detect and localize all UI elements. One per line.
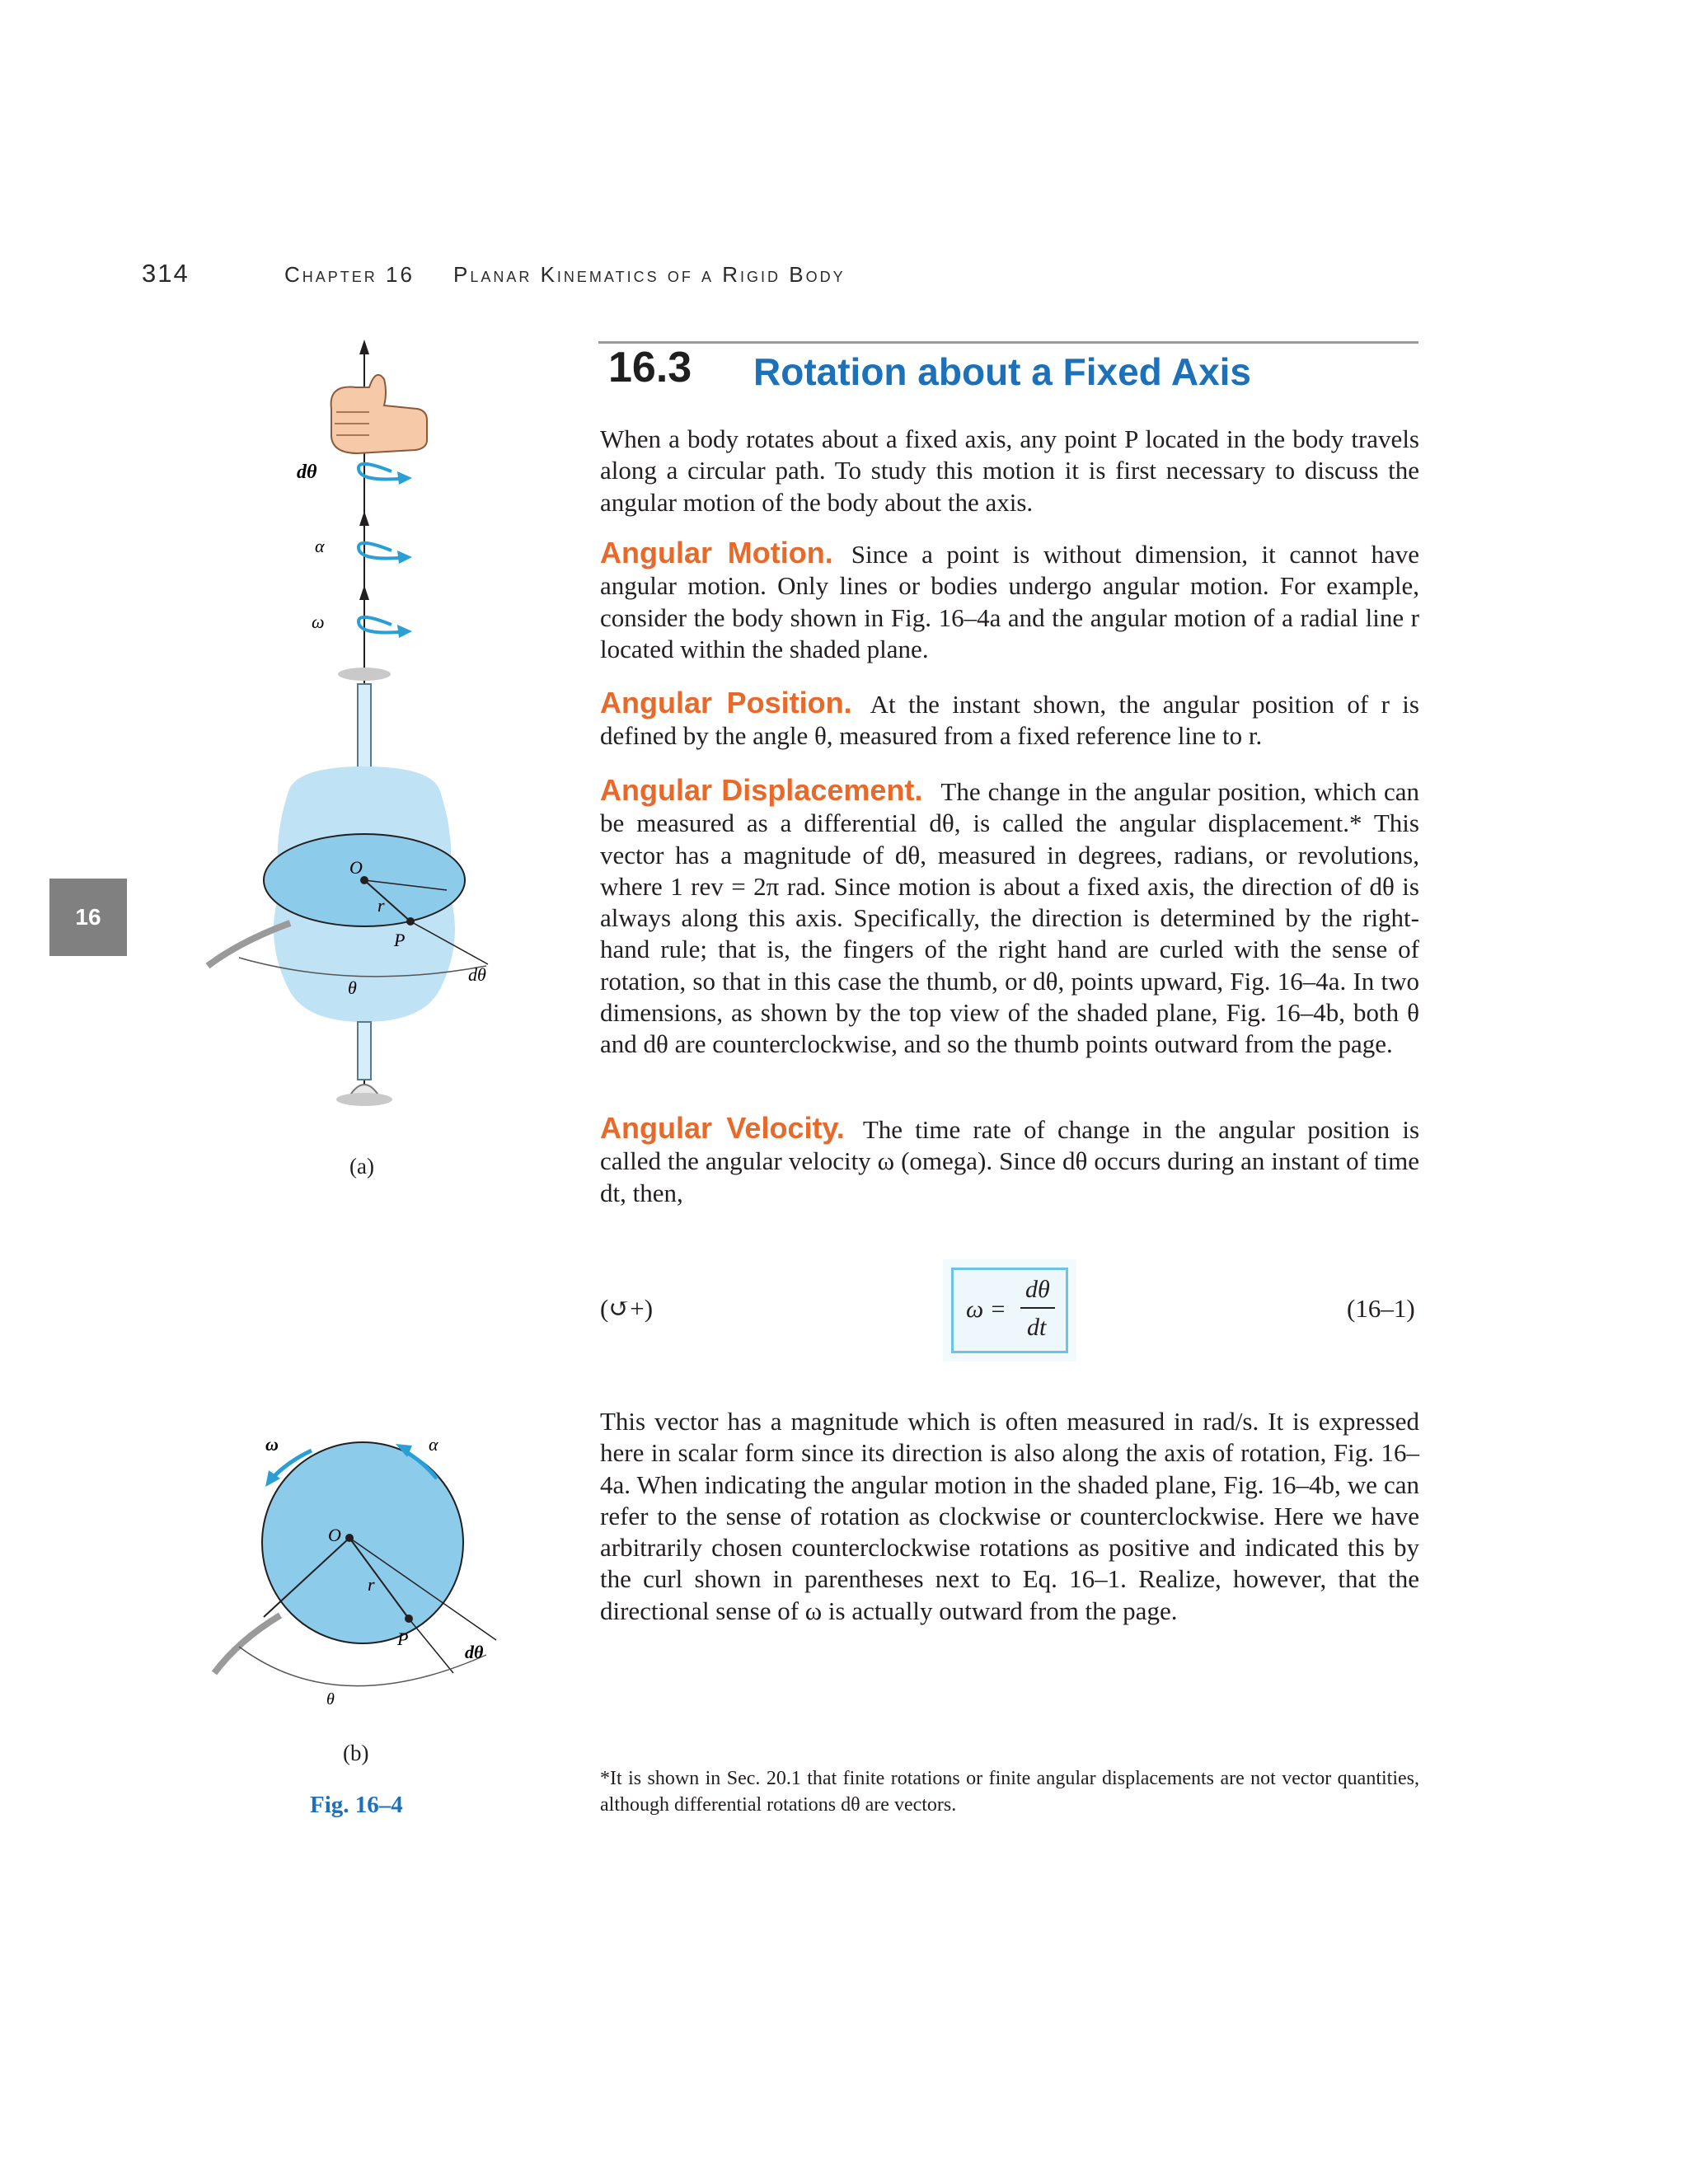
equation-denominator: dt — [1027, 1314, 1047, 1341]
label-omega-b: ω — [265, 1434, 279, 1455]
section-rule — [598, 341, 1418, 344]
angular-displacement-text: The change in the angular position, which can be measured as a differential dθ, is called the angular displacement.* This vector has a magnitude of dθ, measured in degrees, radians, or revolutions, where 1 rev = 2π rad. Since motion is about a fixed axis, the direction of dθ is always along this axis. Specifically, the direction is determined by the right-hand rule; that is, the fingers of the right hand are curled with the sense of rotation, so that in this case the thumb, or dθ, points upward, Fig. 16–4a. In two dimensions, as shown by the top view of the shaded plane, Fig. 16–4b, both θ and dθ are counterclockwise, and so the thumb points outward from the page. — [600, 777, 1420, 1059]
section-title: Rotation about a Fixed Axis — [753, 350, 1252, 393]
theta-arc-b — [239, 1647, 486, 1686]
alpha-curl-icon — [359, 543, 412, 564]
label-dtheta-b: dθ — [465, 1642, 484, 1662]
label-P: P — [394, 930, 406, 950]
angular-velocity-heading: Angular Velocity. — [600, 1111, 845, 1145]
label-r: r — [377, 895, 385, 916]
page-number: 314 — [142, 259, 190, 288]
section-number: 16.3 — [608, 344, 692, 391]
equation-number: (16–1) — [1347, 1294, 1415, 1323]
label-alpha-b: α — [429, 1434, 438, 1455]
angular-displacement-heading: Angular Displacement. — [600, 773, 923, 807]
caption-b: (b) — [343, 1741, 369, 1765]
shaft-top — [358, 684, 371, 775]
fraction-bar — [1020, 1307, 1055, 1309]
label-r-b: r — [368, 1574, 375, 1595]
label-O-b: O — [328, 1525, 341, 1545]
running-chapter: Chapter 16 — [284, 262, 415, 287]
angular-velocity-text: The time rate of change in the angular position is called the angular velocity ω (omega). Since dθ occurs during an instant of time dt, then, — [600, 1115, 1420, 1207]
dtheta-line-b — [409, 1619, 453, 1673]
axis-arrowhead — [359, 340, 369, 354]
running-chapter-title: Planar Kinematics of a Rigid Body — [453, 262, 846, 287]
angular-position-heading: Angular Position. — [600, 686, 852, 719]
label-theta-b: θ — [326, 1690, 335, 1708]
omega-curl-icon — [359, 617, 412, 638]
point-O-b — [345, 1534, 354, 1542]
label-omega: ω — [312, 612, 325, 632]
dtheta-curl-icon — [359, 464, 412, 485]
angular-position-text: At the instant shown, the angular position of r is defined by the angle θ, measured from a fixed reference line to r. — [600, 690, 1419, 751]
angular-motion-text: Since a point is without dimension, it cannot have angular motion. Only lines or bodies undergo angular motion. For example, consider the body shown in Fig. 16–4a and the angular motion of a radial line r located within the shaded plane. — [600, 540, 1419, 663]
shaft-bottom — [358, 1022, 371, 1080]
angular-displacement-paragraph — [600, 775, 1419, 1061]
label-P-b: P — [397, 1629, 409, 1649]
equation-lhs: ω = — [966, 1296, 1006, 1323]
fixed-reference-line-b — [214, 1615, 280, 1673]
figure-a — [190, 330, 519, 1154]
label-dtheta-vector: dθ — [297, 462, 317, 483]
post-equation-paragraph: This vector has a magnitude which is often measured in rad/s. It is expressed here in scalar form since its direction is also along the axis of rotation, Fig. 16–4a. When indicating the angular motion in the shaded plane, Fig. 16–4b, we can refer to the sense of rotation as clockwise or counterclockwise. Here we have arbitrarily chosen counterclockwise rotations as positive and indicated this by the curl shown in parentheses next to Eq. 16–1. Realize, however, that the directional sense of ω is actually outward from the page. — [600, 1407, 1419, 1625]
label-theta: θ — [348, 977, 357, 998]
angular-motion-heading: Angular Motion. — [600, 536, 833, 569]
equation-numerator: dθ — [1025, 1276, 1050, 1303]
intro-paragraph: When a body rotates about a fixed axis, any point P located in the body travels along a circular path. To study this motion it is first necessary to discuss the angular motion of the body about the axis. — [600, 424, 1419, 517]
caption-a: (a) — [349, 1154, 374, 1179]
label-alpha: α — [315, 536, 325, 556]
top-bearing — [338, 668, 391, 681]
footnote: *It is shown in Sec. 20.1 that finite rotations or finite angular displacements are not vector quantities, although differential rotations dθ are vectors. — [600, 1768, 1419, 1816]
point-P-b — [405, 1615, 413, 1623]
label-O: O — [349, 857, 363, 878]
figure-label: Fig. 16–4 — [310, 1792, 403, 1818]
figure-b — [206, 1426, 519, 1714]
label-dtheta: dθ — [468, 964, 486, 985]
chapter-tab: 16 — [49, 879, 127, 956]
right-hand-icon — [331, 375, 427, 453]
angular-position-paragraph — [600, 687, 1419, 752]
sign-convention: (↺+) — [600, 1294, 654, 1323]
angular-motion-paragraph — [600, 537, 1419, 665]
angular-velocity-paragraph — [600, 1113, 1419, 1209]
